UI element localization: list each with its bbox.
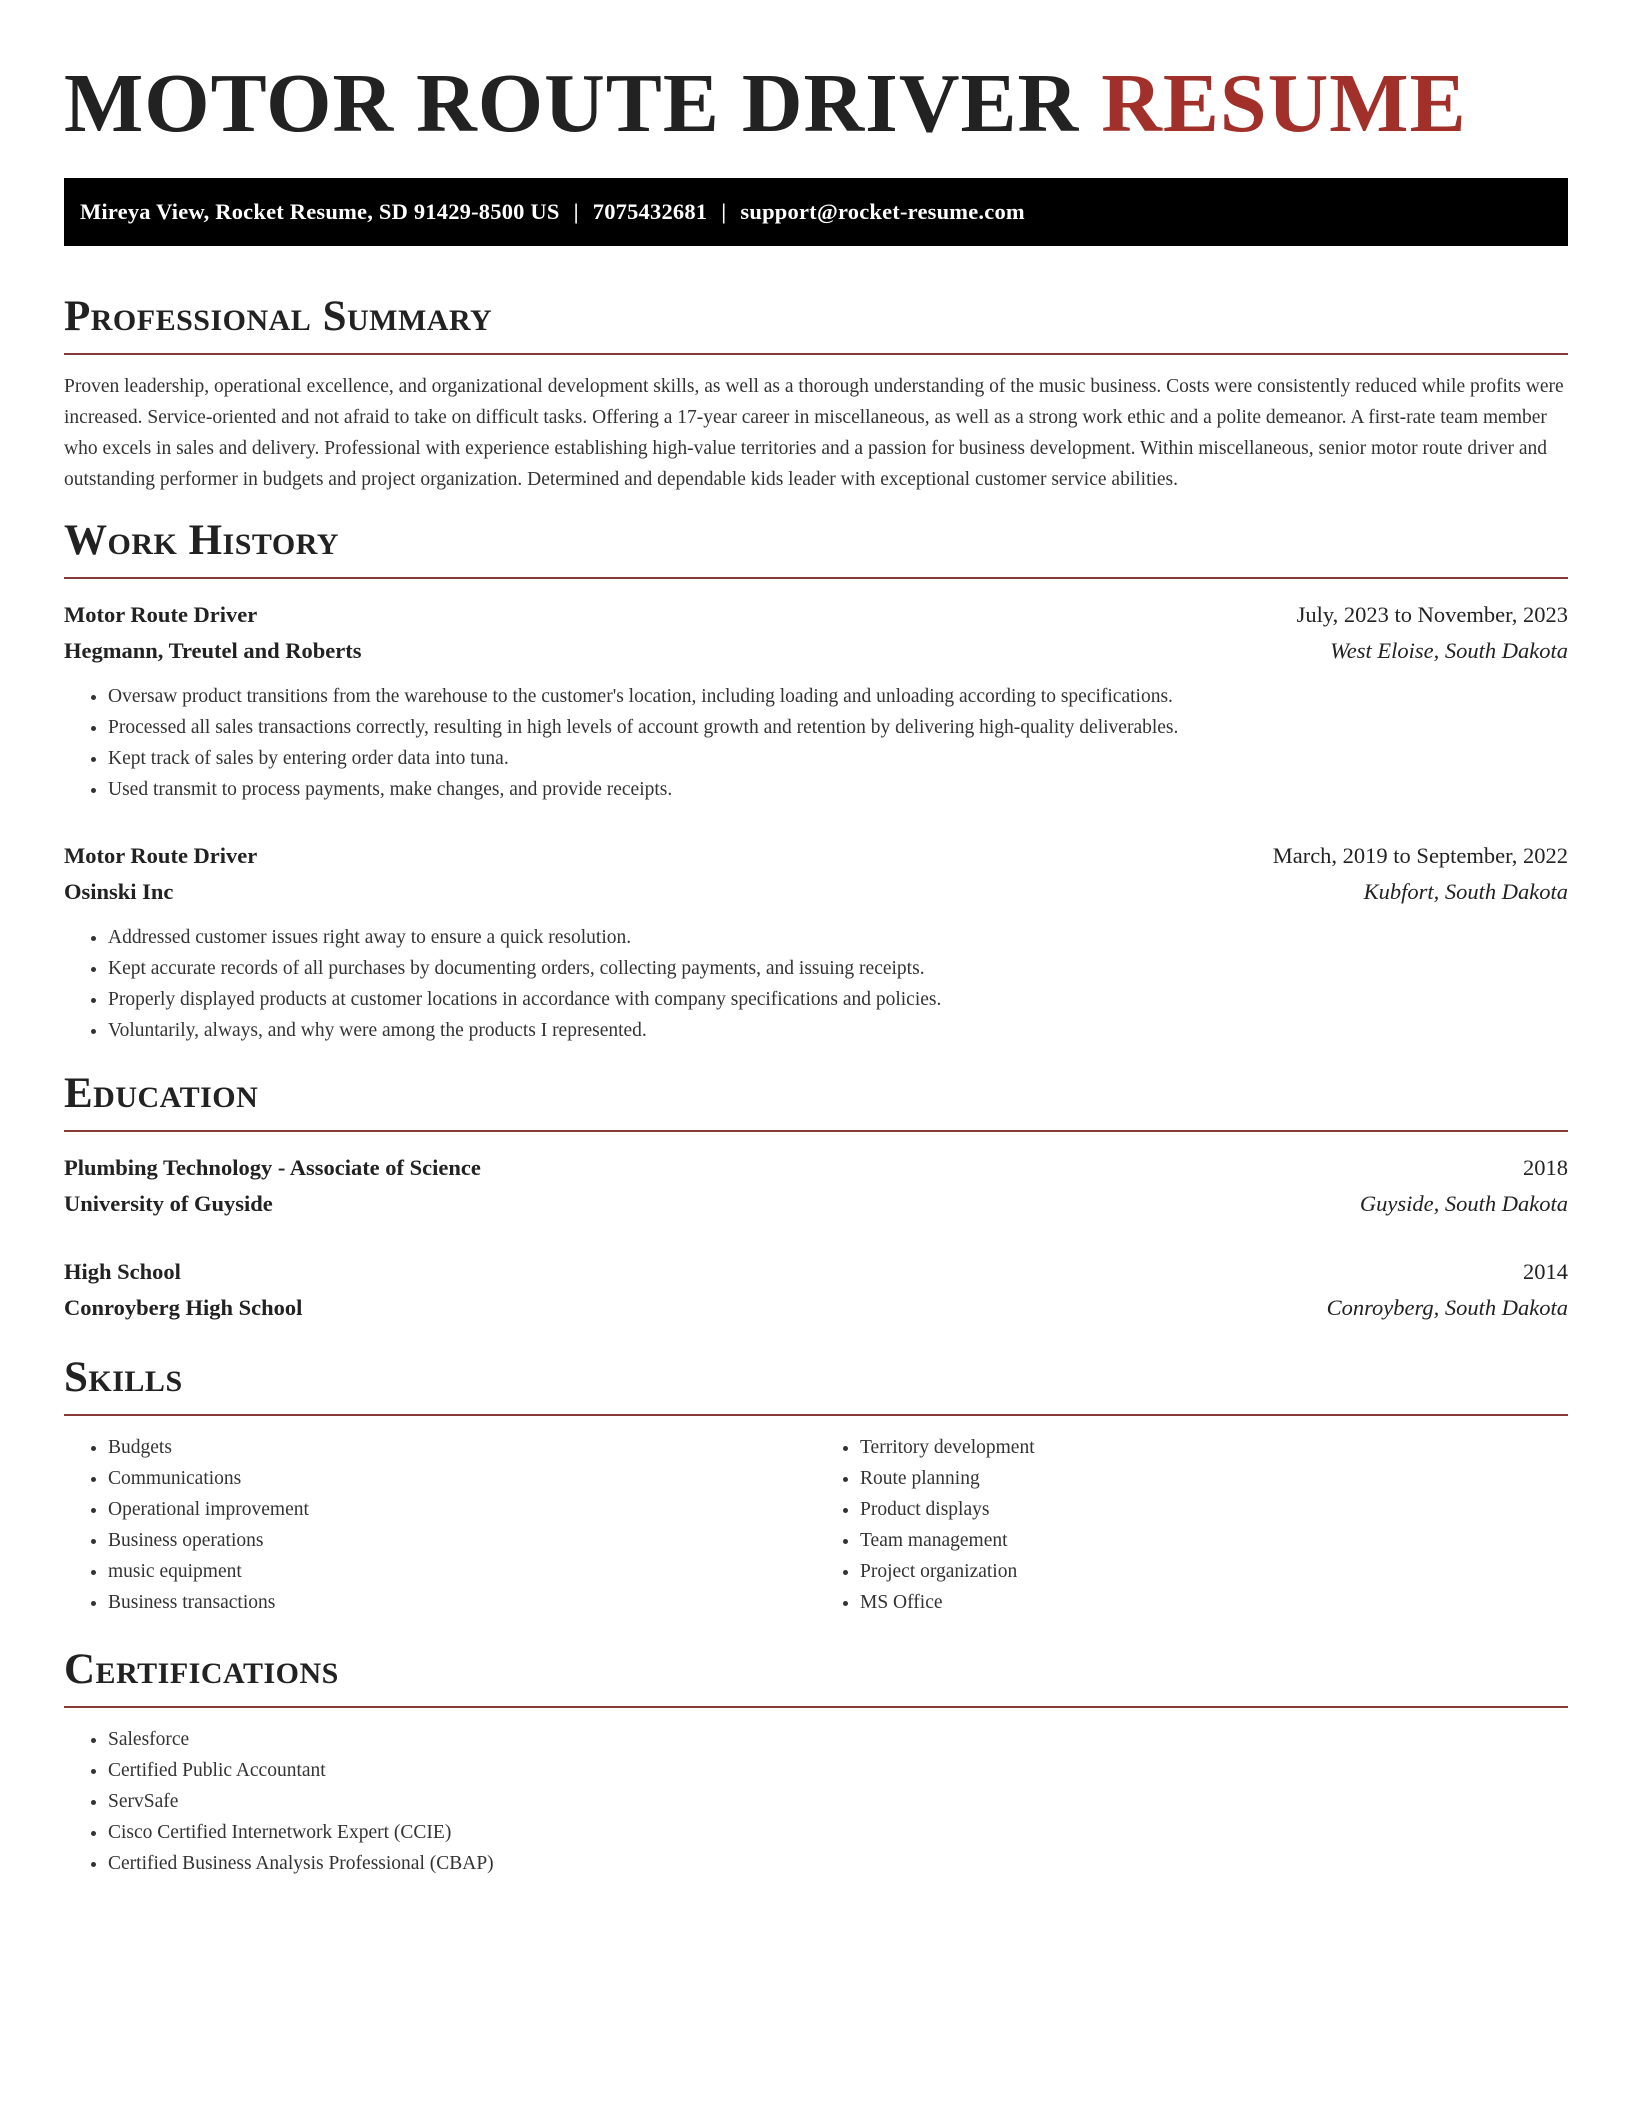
job-location: Kubfort, South Dakota — [1363, 879, 1568, 904]
list-item: • Territory development — [860, 1432, 1568, 1463]
section-heading: Work History — [64, 517, 339, 564]
list-item: • MS Office — [860, 1587, 1568, 1618]
job-entry — [64, 838, 1568, 1046]
summary-text: Proven leadership, operational excellence, and organizational development skills, as well as a thorough understanding of the music business. Costs were consistently reduced while profits were increased. Service-oriented and not afraid to take on difficult tasks. Offering a 17-year career in miscellaneous, as well as a strong work ethic and a polite demeanor. A first-rate team member who excels in sales and delivery. Professional with experience establishing high-value territories and a passion for business development. Within miscellaneous, senior motor route driver and outstanding performer in budgets and project organization. Determined and dependable kids leader with exceptional customer service abilities. — [64, 376, 1564, 490]
list-item: • Route planning — [860, 1463, 1568, 1494]
list-item: • Used transmit to process payments, make changes, and provide receipts. — [108, 774, 1568, 805]
job-company-row — [64, 633, 1568, 669]
skills-section — [64, 1352, 1568, 1618]
job-entry — [64, 597, 1568, 805]
section-heading: Education — [64, 1070, 259, 1117]
resume-title — [64, 56, 1568, 152]
contact-separator: | — [573, 199, 579, 224]
list-item: • Certified Business Analysis Professional (CBAP) — [108, 1848, 1568, 1879]
list-item: • Voluntarily, always, and why were among the products I represented. — [108, 1015, 1568, 1046]
list-item: • Budgets — [108, 1432, 816, 1463]
job-bullets — [64, 681, 1568, 805]
section-divider — [64, 1130, 1568, 1132]
list-item: • Business operations — [108, 1525, 816, 1556]
list-item: • Operational improvement — [108, 1494, 816, 1525]
list-item: • Team management — [860, 1525, 1568, 1556]
contact-address: Mireya View, Rocket Resume, SD 91429-8500 US — [80, 199, 560, 224]
skills-columns — [64, 1432, 1568, 1618]
list-item: • Kept accurate records of all purchases by documenting orders, collecting payments, and issuing receipts. — [108, 953, 1568, 984]
contact-bar — [64, 178, 1568, 246]
section-divider — [64, 577, 1568, 579]
list-item: • Oversaw product transitions from the warehouse to the customer's location, including loading and unloading according to specifications. — [108, 681, 1568, 712]
job-location: West Eloise, South Dakota — [1330, 638, 1568, 663]
contact-separator: | — [721, 199, 727, 224]
work-history-section — [64, 515, 1568, 1046]
education-section — [64, 1068, 1568, 1326]
education-school: Conroyberg High School — [64, 1295, 303, 1320]
certifications-section — [64, 1644, 1568, 1879]
section-heading: Certifications — [64, 1646, 339, 1693]
education-school: University of Guyside — [64, 1191, 273, 1216]
title-main: MOTOR ROUTE DRIVER — [64, 57, 1080, 150]
list-item: • ServSafe — [108, 1786, 1568, 1817]
job-title: Motor Route Driver — [64, 602, 258, 627]
certifications-list — [64, 1724, 1568, 1879]
list-item: • Properly displayed products at customer locations in accordance with company specifications and policies. — [108, 984, 1568, 1015]
education-year: 2014 — [1523, 1259, 1568, 1284]
job-title: Motor Route Driver — [64, 843, 258, 868]
list-item: • Communications — [108, 1463, 816, 1494]
education-school-row — [64, 1186, 1568, 1222]
contact-email: support@rocket-resume.com — [740, 199, 1025, 224]
job-dates: July, 2023 to November, 2023 — [1296, 602, 1568, 627]
list-item: • Kept track of sales by entering order data into tuna. — [108, 743, 1568, 774]
education-header — [64, 1254, 1568, 1290]
summary-section — [64, 291, 1568, 495]
education-location: Conroyberg, South Dakota — [1326, 1295, 1568, 1320]
section-heading: Skills — [64, 1354, 183, 1401]
title-accent: RESUME — [1101, 57, 1467, 150]
job-bullets — [64, 922, 1568, 1046]
list-item: • Processed all sales transactions correctly, resulting in high levels of account growth and retention by delivering high-quality deliverables. — [108, 712, 1568, 743]
job-header — [64, 597, 1568, 633]
job-header — [64, 838, 1568, 874]
list-item: • Project organization — [860, 1556, 1568, 1587]
education-entry — [64, 1150, 1568, 1222]
education-school-row — [64, 1290, 1568, 1326]
job-company: Osinski Inc — [64, 879, 174, 904]
job-company: Hegmann, Treutel and Roberts — [64, 638, 362, 663]
section-divider — [64, 1414, 1568, 1416]
skills-list-left — [64, 1432, 816, 1618]
job-dates: March, 2019 to September, 2022 — [1272, 843, 1568, 868]
education-entry — [64, 1254, 1568, 1326]
list-item: • Certified Public Accountant — [108, 1755, 1568, 1786]
list-item: • Product displays — [860, 1494, 1568, 1525]
list-item: • music equipment — [108, 1556, 816, 1587]
section-divider — [64, 353, 1568, 355]
skills-list-right — [816, 1432, 1568, 1618]
list-item: • Business transactions — [108, 1587, 816, 1618]
education-degree: High School — [64, 1259, 181, 1284]
section-heading: Professional Summary — [64, 293, 493, 340]
education-degree: Plumbing Technology - Associate of Science — [64, 1155, 481, 1180]
list-item: • Cisco Certified Internetwork Expert (CCIE) — [108, 1817, 1568, 1848]
list-item: • Salesforce — [108, 1724, 1568, 1755]
education-header — [64, 1150, 1568, 1186]
contact-phone: 7075432681 — [592, 199, 708, 224]
education-location: Guyside, South Dakota — [1359, 1191, 1568, 1216]
section-divider — [64, 1706, 1568, 1708]
job-company-row — [64, 874, 1568, 910]
list-item: • Addressed customer issues right away to ensure a quick resolution. — [108, 922, 1568, 953]
education-year: 2018 — [1523, 1155, 1568, 1180]
